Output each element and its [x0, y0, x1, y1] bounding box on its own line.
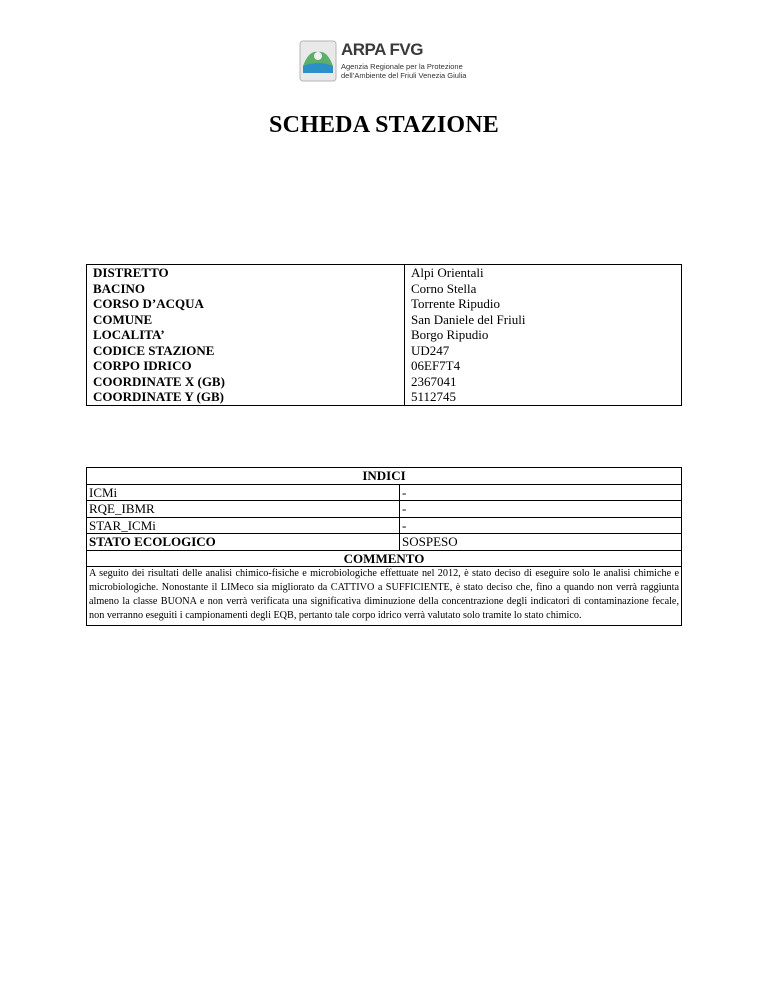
commento-header: COMMENTO	[87, 550, 682, 567]
index-key-rqe-ibmr: RQE_IBMR	[87, 501, 400, 518]
index-key-star-icmi: STAR_ICMi	[87, 517, 400, 534]
value-comune: San Daniele del Friuli	[411, 311, 526, 327]
indici-header: INDICI	[87, 468, 682, 485]
logo-subtitle-line2: dell’Ambiente del Friuli Venezia Giulia	[341, 71, 467, 80]
value-codice-stazione: UD247	[411, 342, 450, 358]
logo-name: ARPA FVG	[341, 40, 423, 59]
key-codice-stazione: CODICE STAZIONE	[93, 342, 215, 358]
value-coordinate-x: 2367041	[411, 373, 457, 389]
page-title: SCHEDA STAZIONE	[269, 112, 499, 138]
value-localita: Borgo Ripudio	[411, 327, 489, 342]
index-value-icmi: -	[400, 484, 682, 501]
key-corso-acqua: CORSO D’ACQUA	[93, 296, 204, 311]
logo-subtitle-line1: Agenzia Regionale per la Protezione	[341, 62, 463, 71]
station-values	[405, 265, 682, 406]
index-value-rqe-ibmr: -	[400, 501, 682, 518]
value-bacino: Corno Stella	[411, 280, 477, 296]
key-corpo-idrico: CORPO IDRICO	[93, 358, 192, 373]
station-keys	[87, 265, 405, 406]
table-row	[87, 534, 682, 551]
index-value-star-icmi: -	[400, 517, 682, 534]
index-value-stato-ecologico: SOSPESO	[400, 534, 682, 551]
index-key-stato-ecologico: STATO ECOLOGICO	[87, 534, 400, 551]
key-coordinate-y: COORDINATE Y (GB)	[93, 389, 224, 404]
comment-text: A seguito dei risultati delle analisi chimico-fisiche e microbiologiche effettuate nel 2012, è stato deciso di eseguire solo le analisi chimiche e microbiologiche. Nonostante il LIMeco sia migliorato da CATTIVO a SUFFICIENTE, è stato deciso che, fino a quando non verrà raggiunta almeno la classe BUONA e non verrà verificata una significativa diminuzione della concentrazione degli indicatori di contaminazione fecale, non verranno eseguiti i campionamenti degli EQB, pertanto tale corpo idrico verrà valutato solo tramite lo stato chimico.	[87, 567, 682, 626]
value-distretto: Alpi Orientali	[411, 265, 484, 280]
key-distretto: DISTRETTO	[93, 265, 169, 280]
value-corpo-idrico: 06EF7T4	[411, 358, 461, 373]
table-row	[87, 484, 682, 501]
key-bacino: BACINO	[93, 280, 146, 296]
key-comune: COMUNE	[93, 311, 153, 327]
value-corso-acqua: Torrente Ripudio	[411, 296, 500, 311]
index-key-icmi: ICMi	[87, 484, 400, 501]
arpa-logo	[299, 40, 499, 82]
value-coordinate-y: 5112745	[411, 389, 457, 404]
indici-table	[86, 467, 682, 626]
station-table	[86, 264, 682, 406]
table-row	[87, 517, 682, 534]
table-row	[87, 501, 682, 518]
key-localita: LOCALITA’	[93, 327, 165, 342]
key-coordinate-x: COORDINATE X (GB)	[93, 373, 225, 389]
arpa-emblem-icon	[299, 40, 337, 82]
